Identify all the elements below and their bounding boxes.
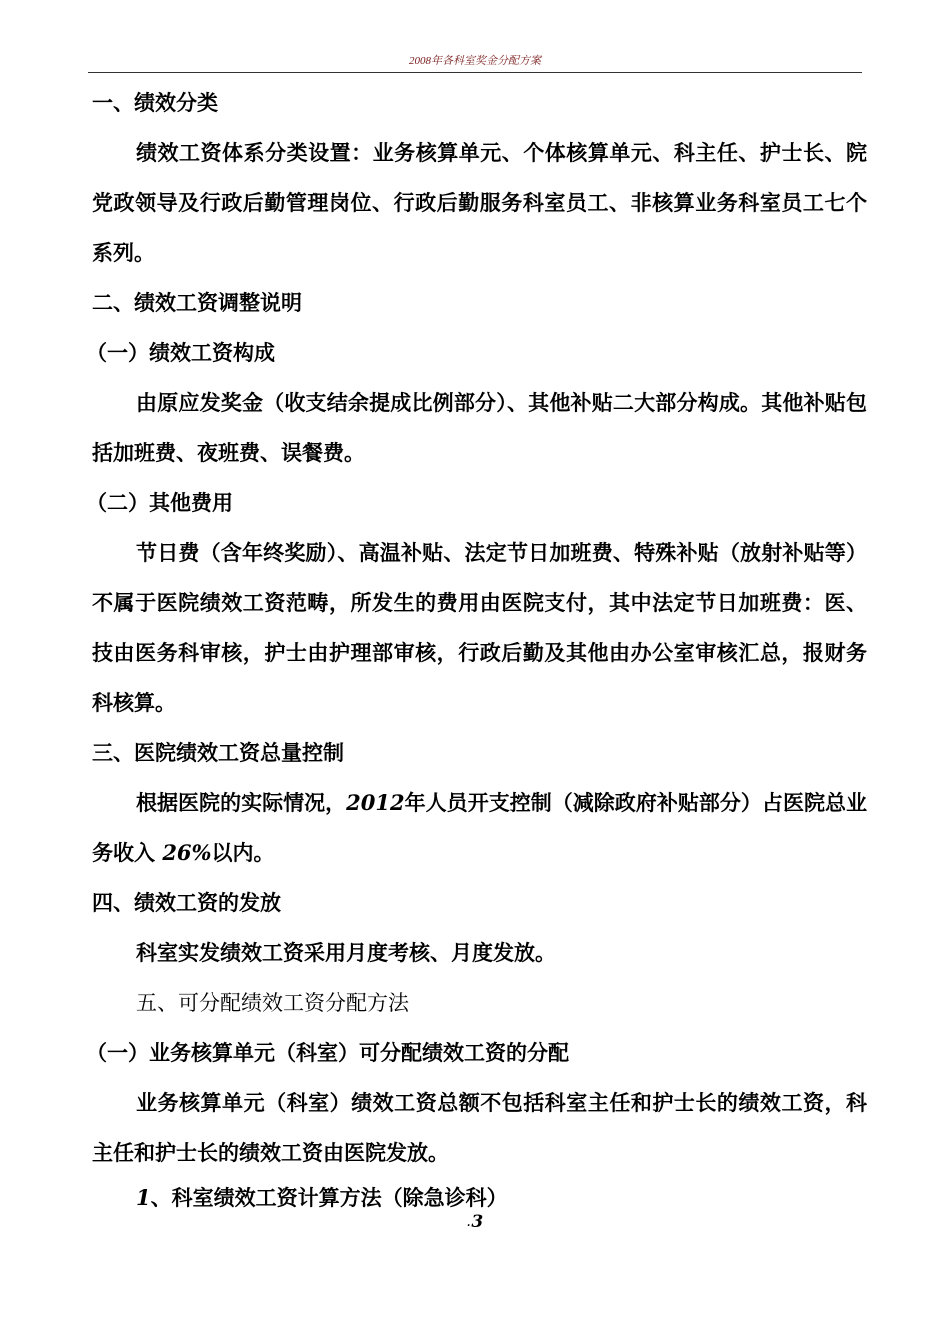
document-body <box>86 78 867 1218</box>
section-2-subheading-2: （二）其他费用 <box>86 490 233 515</box>
section-3-text-a: 根据医院的实际情况， <box>136 790 347 815</box>
section-5-subheading-1: （一）业务核算单元（科室）可分配绩效工资的分配 <box>86 1040 569 1065</box>
page-number <box>0 1212 950 1232</box>
section-1-heading: 一、绩效分类 <box>92 90 218 115</box>
section-5-paragraph-1: 业务核算单元（科室）绩效工资总额不包括科室主任和护士长的绩效工资，科主任和护士长的绩效工资由医院发放。 <box>92 1090 867 1165</box>
page-number-value: 3 <box>471 1212 484 1232</box>
section-2-subheading-1: （一）绩效工资构成 <box>86 340 275 365</box>
section-2-paragraph-1: 由原应发奖金（收支结余提成比例部分）、其他补贴二大部分构成。其他补贴包括加班费、夜班费、误餐费。 <box>92 390 867 465</box>
section-2-paragraph-2: 节日费（含年终奖励）、高温补贴、法定节日加班费、特殊补贴（放射补贴等）不属于医院绩效工资范畴，所发生的费用由医院支付，其中法定节日加班费：医、技由医务科审核，护士由护理部审核，行政后勤及其他由办公室审核汇总，报财务科核算。 <box>92 540 867 715</box>
section-4-heading: 四、绩效工资的发放 <box>92 890 281 915</box>
section-3-text-c: 以内。 <box>211 840 275 865</box>
section-1-paragraph: 绩效工资体系分类设置：业务核算单元、个体核算单元、科主任、护士长、院党政领导及行政后勤管理岗位、行政后勤服务科室员工、非核算业务科室员工七个系列。 <box>92 140 867 265</box>
document-header-title: 2008年各科室奖金分配方案 <box>409 55 541 67</box>
section-5-heading: 五、可分配绩效工资分配方法 <box>136 991 409 1015</box>
section-3-heading: 三、医院绩效工资总量控制 <box>92 740 344 765</box>
section-3-paragraph <box>92 778 867 878</box>
year-value: 2012 <box>346 790 405 815</box>
percentage-value: 26% <box>162 840 212 865</box>
item-number: 1 <box>136 1185 151 1210</box>
section-4-paragraph: 科室实发绩效工资采用月度考核、月度发放。 <box>136 940 556 965</box>
section-3-text-b: 年人员开支控制（减除政府补贴部分）占医院总业务收入 <box>92 790 867 865</box>
header-divider <box>88 72 862 73</box>
section-2-heading: 二、绩效工资调整说明 <box>92 290 302 315</box>
page-number-dot: . <box>466 1218 471 1229</box>
item-text: 、科室绩效工资计算方法（除急诊科） <box>150 1185 508 1210</box>
